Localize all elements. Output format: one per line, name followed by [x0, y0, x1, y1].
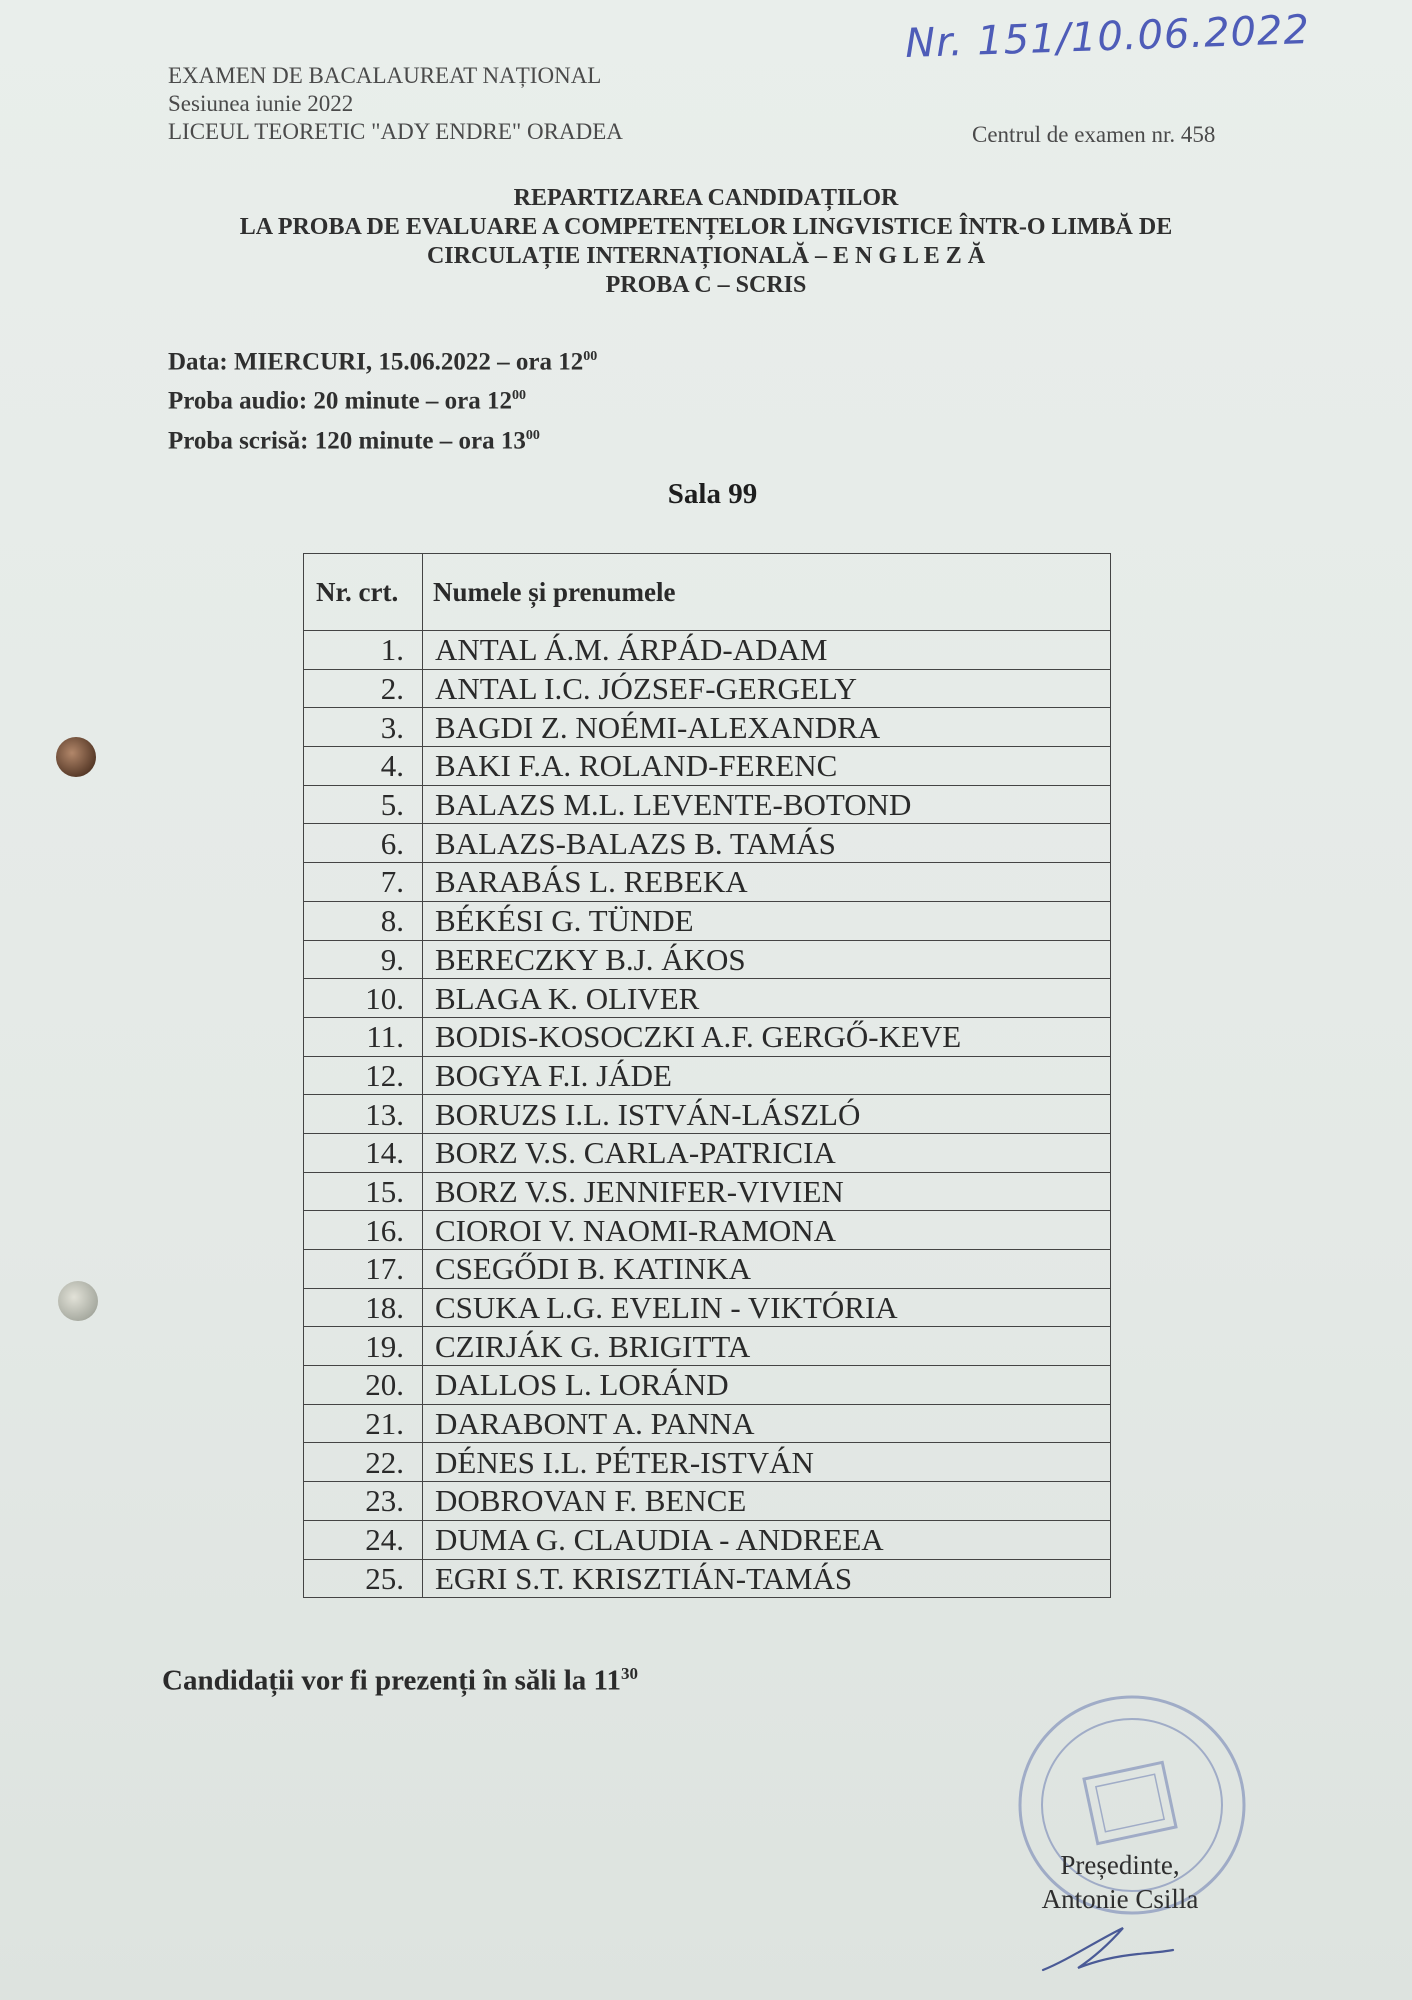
candidate-name: DALLOS L. LORÁND [423, 1366, 1111, 1405]
row-number: 3. [304, 708, 423, 747]
candidate-name: BODIS-KOSOCZKI A.F. GERGŐ-KEVE [423, 1017, 1111, 1056]
candidate-name: DARABONT A. PANNA [423, 1404, 1111, 1443]
audio-test: Proba audio: 20 minute – ora $12^{00}$ [168, 387, 526, 415]
handwritten-signature [1038, 1920, 1178, 1980]
table-row [304, 1327, 1111, 1366]
candidate-name: BORUZS I.L. ISTVÁN-LÁSZLÓ [423, 1095, 1111, 1134]
title-line: REPARTIZAREA CANDIDAȚILOR [513, 185, 899, 211]
row-number: 25. [304, 1559, 423, 1598]
row-number: 14. [304, 1133, 423, 1172]
row-number: 18. [304, 1288, 423, 1327]
title-line: PROBA C – SCRIS [605, 272, 807, 298]
table-row [304, 1404, 1111, 1443]
title-line: LA PROBA DE EVALUARE A COMPETENȚELOR LINGVISTICE ÎNTR-O LIMBĂ DE [239, 214, 1173, 240]
row-number: 5. [304, 785, 423, 824]
table-row [304, 785, 1111, 824]
table-row [304, 1056, 1111, 1095]
row-number: 19. [304, 1327, 423, 1366]
table-row [304, 1172, 1111, 1211]
exam-center: Centrul de examen nr. 458 [972, 122, 1216, 147]
written-test: Proba scrisă: 120 minute – ora $13^{00}$ [168, 426, 540, 454]
title-line: CIRCULAȚIE INTERNAȚIONALĂ – E N G L E Z Ă [426, 243, 986, 269]
candidate-name: CSEGŐDI B. KATINKA [423, 1250, 1111, 1289]
candidate-name: ANTAL Á.M. ÁRPÁD-ADAM [423, 631, 1111, 670]
candidate-name: BERECZKY B.J. ÁKOS [423, 940, 1111, 979]
document-title [150, 184, 1262, 300]
candidate-name: DUMA G. CLAUDIA - ANDREEA [423, 1520, 1111, 1559]
session: Sesiunea iunie 2022 [168, 91, 354, 116]
exam-name: EXAMEN DE BACALAUREAT NAȚIONAL [168, 63, 602, 88]
candidate-name: BAKI F.A. ROLAND-FERENC [423, 747, 1111, 786]
signer-name: Antonie Csilla [1041, 1884, 1199, 1914]
table-row [304, 1520, 1111, 1559]
table-row [304, 1443, 1111, 1482]
attendance-note: Candidații vor fi prezenți în săli la $11^{30}$ [162, 1664, 638, 1697]
candidate-name: BORZ V.S. CARLA-PATRICIA [423, 1133, 1111, 1172]
table-row [304, 863, 1111, 902]
candidate-name: BLAGA K. OLIVER [423, 979, 1111, 1018]
school-name: LICEUL TEORETIC "ADY ENDRE" ORADEA [168, 119, 623, 144]
room-label: Sala 99 [667, 478, 758, 510]
table-row [304, 824, 1111, 863]
row-number: 16. [304, 1211, 423, 1250]
row-number: 4. [304, 747, 423, 786]
row-number: 7. [304, 863, 423, 902]
row-number: 13. [304, 1095, 423, 1134]
table-row [304, 631, 1111, 670]
table-row [304, 1559, 1111, 1598]
col-nr-header: Nr. crt. [304, 554, 423, 631]
candidate-name: BALAZS-BALAZS B. TAMÁS [423, 824, 1111, 863]
row-number: 9. [304, 940, 423, 979]
table-row [304, 1095, 1111, 1134]
candidate-name: CIOROI V. NAOMI-RAMONA [423, 1211, 1111, 1250]
candidate-name: CSUKA L.G. EVELIN - VIKTÓRIA [423, 1288, 1111, 1327]
row-number: 23. [304, 1482, 423, 1521]
exam-header [168, 62, 623, 146]
candidate-name: BARABÁS L. REBEKA [423, 863, 1111, 902]
candidate-name: BALAZS M.L. LEVENTE-BOTOND [423, 785, 1111, 824]
table-row [304, 1288, 1111, 1327]
row-number: 15. [304, 1172, 423, 1211]
row-number: 12. [304, 1056, 423, 1095]
table-row [304, 940, 1111, 979]
candidate-name: BAGDI Z. NOÉMI-ALEXANDRA [423, 708, 1111, 747]
row-number: 11. [304, 1017, 423, 1056]
row-number: 22. [304, 1443, 423, 1482]
candidate-name: BORZ V.S. JENNIFER-VIVIEN [423, 1172, 1111, 1211]
col-name-header: Numele și prenumele [423, 554, 1111, 631]
exam-date: Data: MIERCURI, 15.06.2022 – ora $12^{00}$ [168, 348, 598, 376]
table-row [304, 1133, 1111, 1172]
table-row [304, 979, 1111, 1018]
candidate-name: CZIRJÁK G. BRIGITTA [423, 1327, 1111, 1366]
table-row [304, 1250, 1111, 1289]
candidate-name: EGRI S.T. KRISZTIÁN-TAMÁS [423, 1559, 1111, 1598]
row-number: 10. [304, 979, 423, 1018]
table-row [304, 1017, 1111, 1056]
table-row [304, 669, 1111, 708]
row-number: 2. [304, 669, 423, 708]
candidate-name: ANTAL I.C. JÓZSEF-GERGELY [423, 669, 1111, 708]
signer-role: Președinte, [1060, 1850, 1180, 1880]
signature-block [1030, 1848, 1210, 1916]
candidate-table [303, 553, 1111, 1598]
row-number: 20. [304, 1366, 423, 1405]
table-row [304, 901, 1111, 940]
punch-hole [56, 737, 96, 777]
candidate-name: DOBROVAN F. BENCE [423, 1482, 1111, 1521]
row-number: 1. [304, 631, 423, 670]
candidate-name: BÉKÉSI G. TÜNDE [423, 901, 1111, 940]
candidate-name: BOGYA F.I. JÁDE [423, 1056, 1111, 1095]
row-number: 8. [304, 901, 423, 940]
schedule [168, 340, 597, 458]
row-number: 21. [304, 1404, 423, 1443]
table-row [304, 1482, 1111, 1521]
table-row [304, 1211, 1111, 1250]
table-row [304, 1366, 1111, 1405]
candidate-name: DÉNES I.L. PÉTER-ISTVÁN [423, 1443, 1111, 1482]
row-number: 6. [304, 824, 423, 863]
row-number: 17. [304, 1250, 423, 1289]
table-row [304, 708, 1111, 747]
row-number: 24. [304, 1520, 423, 1559]
registration-number: Nr. 151/10.06.2022 [904, 6, 1311, 68]
punch-hole [58, 1281, 98, 1321]
table-row [304, 747, 1111, 786]
